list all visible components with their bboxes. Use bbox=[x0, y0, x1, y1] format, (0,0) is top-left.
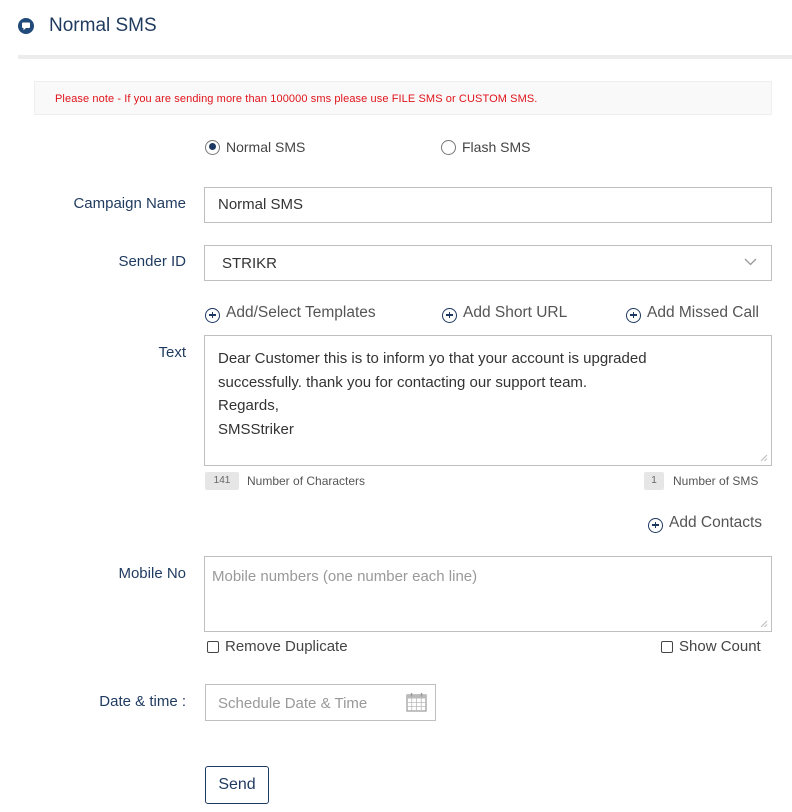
checkbox-unchecked[interactable] bbox=[207, 641, 219, 653]
add-short-url-label: Add Short URL bbox=[463, 304, 568, 321]
campaign-name-value: Normal SMS bbox=[218, 196, 304, 213]
checkbox-unchecked[interactable] bbox=[661, 641, 673, 653]
sender-id-label: Sender ID bbox=[118, 253, 186, 270]
mobile-numbers-textarea[interactable] bbox=[204, 556, 772, 632]
add-select-templates-label: Add/Select Templates bbox=[226, 304, 376, 321]
page-header bbox=[18, 15, 157, 37]
text-label: Text bbox=[158, 344, 186, 361]
radio-normal-sms-label: Normal SMS bbox=[226, 139, 306, 155]
message-text: Dear Customer this is to inform yo that your account is upgraded successfully. thank you for contacting our support team. Regards, SMSStriker bbox=[218, 350, 647, 438]
add-contacts-link[interactable] bbox=[648, 514, 762, 532]
radio-normal-sms[interactable] bbox=[205, 139, 305, 155]
radio-button-checked[interactable] bbox=[205, 140, 220, 155]
schedule-datetime-input[interactable] bbox=[205, 684, 436, 721]
notice-text: Please note - If you are sending more than 100000 sms please use FILE SMS or CUSTOM SMS. bbox=[55, 93, 538, 105]
add-contacts-label: Add Contacts bbox=[669, 514, 763, 531]
show-count-label: Show Count bbox=[679, 638, 761, 655]
sms-count-badge: 1 bbox=[644, 472, 664, 490]
radio-button-unchecked[interactable] bbox=[441, 140, 456, 155]
sender-id-value: STRIKR bbox=[222, 255, 278, 272]
remove-duplicate-label: Remove Duplicate bbox=[225, 638, 348, 655]
date-time-label: Date & time : bbox=[99, 693, 186, 710]
resize-handle-icon[interactable] bbox=[760, 620, 768, 628]
add-missed-call-link[interactable] bbox=[626, 304, 759, 322]
add-short-url-link[interactable] bbox=[442, 304, 567, 322]
plus-circle-icon bbox=[442, 308, 457, 323]
remove-duplicate-checkbox[interactable] bbox=[207, 638, 348, 655]
chevron-down-icon bbox=[744, 258, 757, 266]
campaign-name-input[interactable] bbox=[204, 187, 772, 223]
radio-flash-sms-label: Flash SMS bbox=[462, 139, 531, 155]
plus-circle-icon bbox=[626, 308, 641, 323]
plus-circle-icon bbox=[205, 308, 220, 323]
campaign-name-label: Campaign Name bbox=[73, 195, 186, 212]
radio-flash-sms[interactable] bbox=[441, 139, 530, 155]
character-count-badge: 141 bbox=[205, 472, 239, 490]
add-missed-call-label: Add Missed Call bbox=[647, 304, 759, 321]
character-count-label: Number of Characters bbox=[247, 474, 366, 488]
plus-circle-icon bbox=[648, 518, 663, 533]
chat-bubble-icon bbox=[18, 18, 34, 34]
show-count-checkbox[interactable] bbox=[661, 638, 761, 655]
add-select-templates-link[interactable] bbox=[205, 304, 376, 322]
header-divider bbox=[18, 55, 792, 59]
sender-id-select[interactable] bbox=[204, 245, 772, 281]
page-title: Normal SMS bbox=[49, 15, 157, 36]
resize-handle-icon[interactable] bbox=[760, 454, 768, 462]
sms-count-label: Number of SMS bbox=[673, 474, 759, 488]
message-textarea[interactable] bbox=[204, 335, 772, 466]
mobile-no-label: Mobile No bbox=[118, 565, 186, 582]
send-button[interactable]: Send bbox=[205, 766, 269, 804]
calendar-icon[interactable] bbox=[406, 692, 427, 712]
notice-banner bbox=[34, 81, 772, 115]
schedule-placeholder: Schedule Date & Time bbox=[218, 695, 368, 712]
mobile-numbers-placeholder: Mobile numbers (one number each line) bbox=[212, 568, 478, 585]
